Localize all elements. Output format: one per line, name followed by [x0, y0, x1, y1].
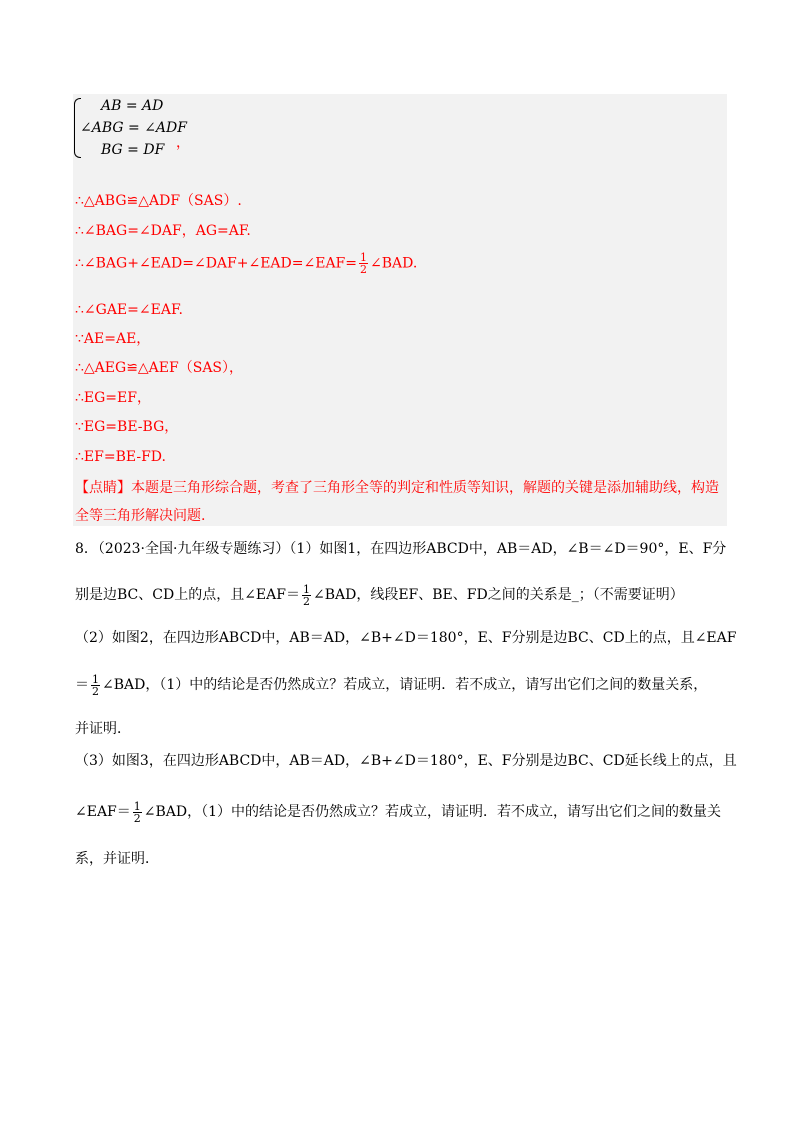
proof-half-before: ∴∠BAG+∠EAD=∠DAF+∠EAD=∠EAF= [75, 255, 357, 272]
problem8-line-1: 8．（2023·全国·九年级专题练习）（1）如图1，在四边形ABCD中，AB＝AD，∠B＝∠D＝90°，E、F分 [75, 541, 727, 557]
system-comma: ， [176, 135, 190, 151]
fraction-num: 1 [360, 251, 367, 264]
dianjing-line-2: 全等三角形解决问题. [75, 508, 206, 524]
proof-line-6: ∴EG=EF， [75, 390, 151, 406]
fraction-den: 2 [360, 263, 367, 276]
problem8-line-6: （3）如图3，在四边形ABCD中，AB＝AD，∠B+∠D＝180°，E、F分别是边BC、CD延长线上的点，且 [75, 753, 737, 769]
problem8-line-3: （2）如图2，在四边形ABCD中，AB＝AD，∠B+∠D＝180°，E、F分别是边BC、CD上的点，且∠EAF [75, 630, 737, 646]
problem8-line-7a: ∠EAF＝ [75, 804, 131, 820]
fraction-num: 1 [302, 582, 310, 596]
problem8-line-4b: ∠BAD，（1）中的结论是否仍然成立？若成立，请证明．若不成立，请写出它们之间的数量关系， [102, 677, 708, 693]
fraction-half [359, 252, 368, 275]
fraction-den: 2 [133, 811, 141, 825]
proof-line-4: ∵AE=AE， [75, 331, 151, 347]
proof-line-half [75, 252, 417, 275]
problem8-line-4 [75, 673, 707, 697]
problem8-line-2a: 别是边BC、CD上的点，且∠EAF＝ [75, 587, 300, 603]
system-eq1: AB = AD [101, 98, 164, 114]
fraction-num: 1 [133, 799, 141, 813]
proof-line-7: ∵EG=BE-BG， [75, 419, 179, 435]
fraction-half [302, 584, 311, 607]
problem8-line-5: 并证明． [75, 721, 131, 737]
dianjing-tag: 【点睛】 [75, 480, 131, 496]
proof-line-1: ∴△ABG≌△ADF（SAS）. [75, 193, 242, 209]
problem8-line-7b: ∠BAD，（1）中的结论是否仍然成立？若成立，请证明．若不成立，请写出它们之间的数量关 [143, 804, 722, 820]
problem8-line-8: 系，并证明． [75, 851, 159, 867]
proof-line-8: ∴EF=BE-FD. [75, 449, 166, 465]
fraction-num: 1 [92, 672, 99, 686]
problem8-line-2b: ∠BAD，线段EF、BE、FD之间的关系是_；（不需要证明） [312, 587, 684, 603]
proof-line-5: ∴△AEG≌△AEF（SAS）， [75, 360, 244, 376]
proof-half-after: ∠BAD. [370, 255, 418, 272]
system-eq3: BG = DF [101, 142, 165, 158]
fraction-half [91, 674, 100, 697]
fraction-den: 2 [302, 594, 310, 608]
fraction-den: 2 [92, 684, 99, 698]
proof-line-2: ∴∠BAG=∠DAF，AG=AF. [75, 223, 251, 239]
system-eq2: ∠ABG = ∠ADF [80, 120, 187, 136]
problem8-line-4a: ＝ [75, 677, 89, 693]
dianjing-text-1: 本题是三角形综合题，考查了三角形全等的判定和性质等知识，解题的关键是添加辅助线，构造 [131, 480, 719, 496]
problem8-line-2 [75, 583, 684, 607]
dianjing-line-1 [75, 480, 719, 496]
fraction-half [133, 801, 142, 824]
proof-line-3: ∴∠GAE=∠EAF. [75, 302, 183, 318]
problem8-line-7 [75, 800, 721, 824]
